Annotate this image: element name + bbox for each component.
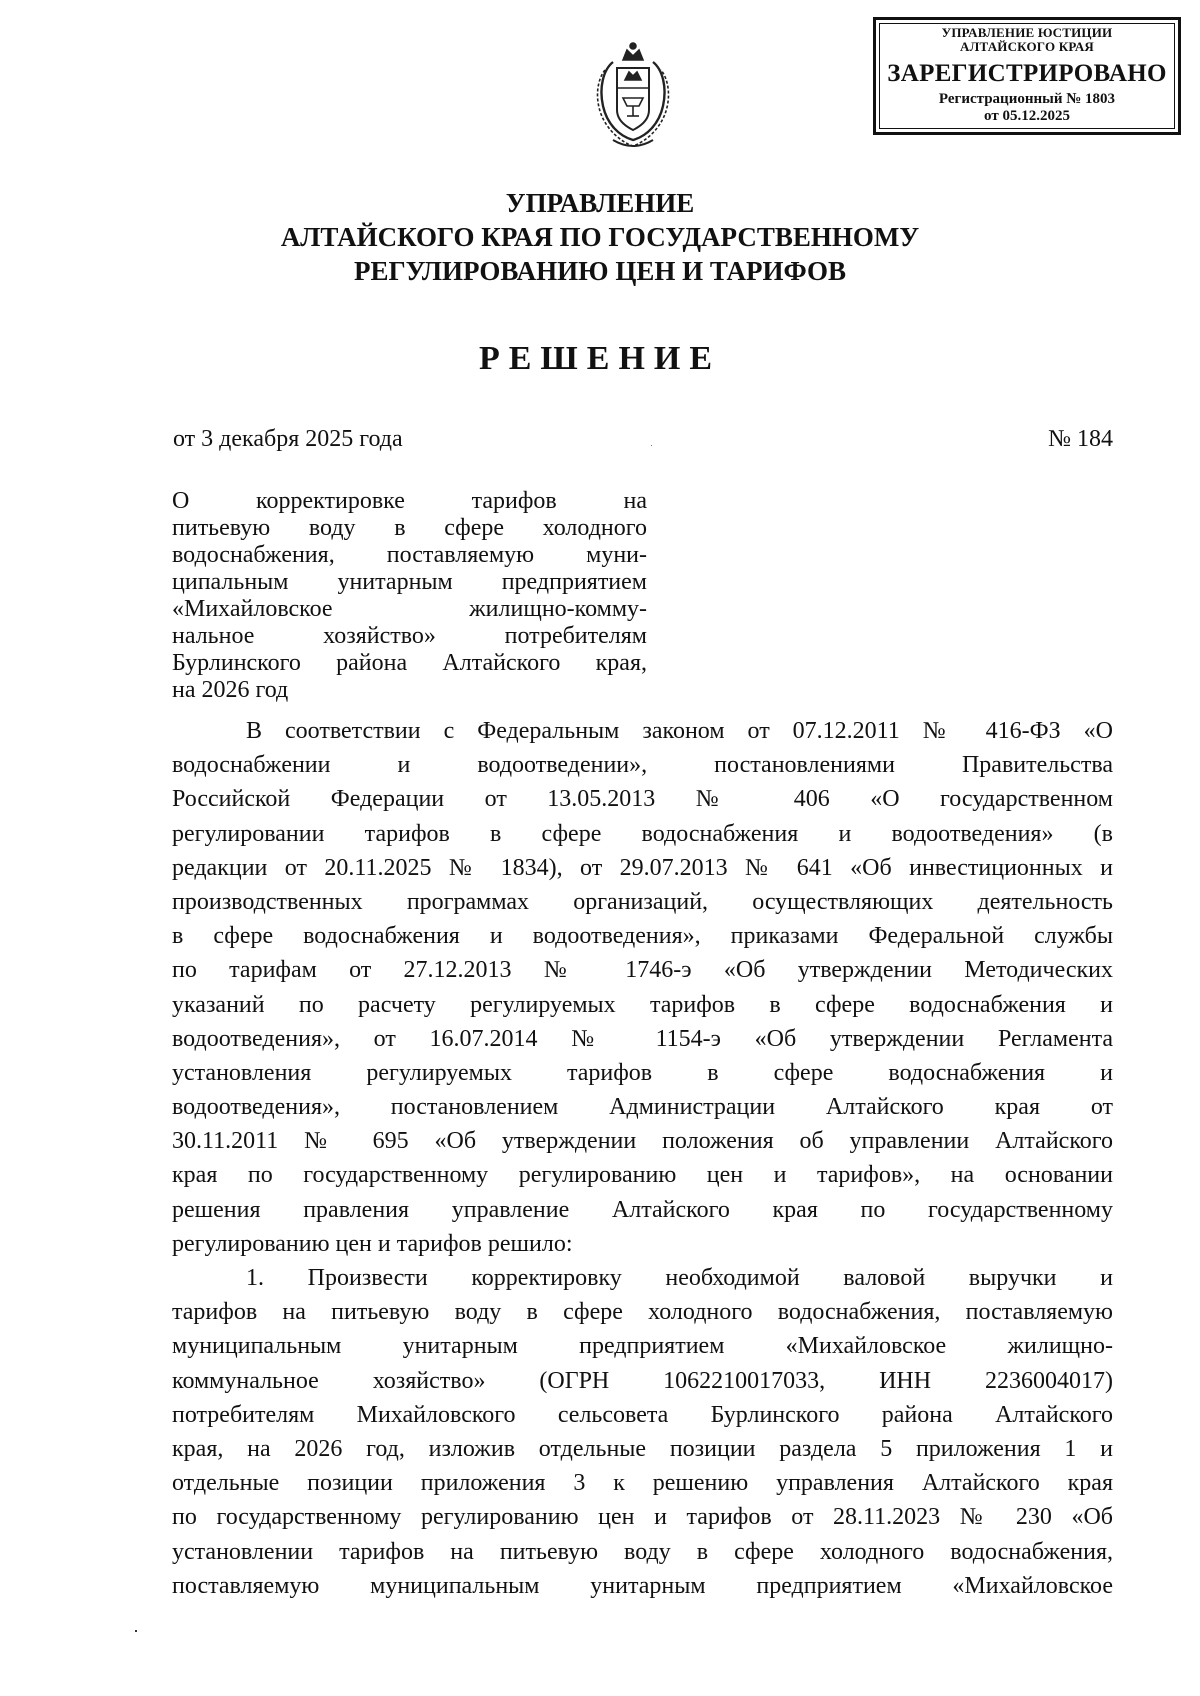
subject-line: «Михайловское жилищно-комму-	[172, 596, 647, 622]
body-line: поставляемую муниципальным унитарным предприятием «Михайловское	[172, 1572, 1113, 1599]
subject-line: водоснабжения, поставляемую муни-	[172, 542, 647, 568]
scan-speck	[651, 445, 652, 446]
body-line: тарифов на питьевую воду в сфере холодного водоснабжения, поставляемую	[172, 1299, 1113, 1326]
subject-line: питьевую воду в сфере холодного	[172, 515, 647, 541]
subject-line: Бурлинского района Алтайского края,	[172, 650, 647, 676]
body-line: Российской Федерации от 13.05.2013 № 406 «О государственном	[172, 786, 1113, 813]
body-line: В соответствии с Федеральным законом от 07.12.2011 № 416-ФЗ «О	[246, 718, 1113, 744]
document-type-title: РЕШЕНИЕ	[478, 340, 722, 377]
body-line: 1. Произвести корректировку необходимой валовой выручки и	[246, 1265, 1113, 1291]
coat-of-arms-emblem	[583, 40, 683, 152]
body-line: коммунальное хозяйство» (ОГРН 1062210017033, ИНН 2236004017)	[172, 1367, 1113, 1394]
body-line: установления регулируемых тарифов в сфере водоснабжения и	[172, 1059, 1113, 1086]
stamp-inner-border	[879, 23, 1175, 129]
document-number: № 184	[1048, 426, 1113, 452]
body-line: водоотведения», от 16.07.2014 № 1154-э «Об утверждении Регламента	[172, 1025, 1113, 1052]
body-line: отдельные позиции приложения 3 к решению управления Алтайского края	[172, 1470, 1113, 1497]
subject-line: нальное хозяйство» потребителям	[172, 623, 647, 649]
stamp-org-line2: АЛТАЙСКОГО КРАЯ	[960, 39, 1094, 55]
body-line: редакции от 20.11.2025 № 1834), от 29.07.2013 № 641 «Об инвестиционных и	[172, 854, 1113, 881]
body-line: края по государственному регулированию цен и тарифов», на основании	[172, 1162, 1113, 1189]
subject-line: О корректировке тарифов на	[172, 488, 647, 514]
document-body	[172, 714, 1113, 1603]
subject-line: ципальным унитарным предприятием	[172, 569, 647, 595]
body-line: потребителям Михайловского сельсовета Бурлинского района Алтайского	[172, 1401, 1113, 1428]
registration-stamp	[873, 17, 1181, 135]
body-line: 30.11.2011 № 695 «Об утверждении положения об управлении Алтайского	[172, 1128, 1113, 1155]
body-line: водоснабжении и водоотведении», постановлениями Правительства	[172, 752, 1113, 779]
body-line: регулировании тарифов в сфере водоснабжения и водоотведения» (в	[172, 820, 1113, 847]
authority-line-1: УПРАВЛЕНИЕ	[505, 188, 695, 218]
authority-line-2: АЛТАЙСКОГО КРАЯ ПО ГОСУДАРСТВЕННОМУ	[280, 222, 920, 252]
body-line: установлении тарифов на питьевую воду в сфере холодного водоснабжения,	[172, 1538, 1113, 1565]
body-line: производственных программах организаций, осуществляющих деятельность	[172, 888, 1113, 915]
body-line: по государственному регулированию цен и тарифов от 28.11.2023 № 230 «Об	[172, 1504, 1113, 1531]
scan-speck	[135, 1630, 137, 1632]
stamp-org-line1: УПРАВЛЕНИЕ ЮСТИЦИИ	[941, 25, 1113, 40]
body-line: регулированию цен и тарифов решило:	[172, 1230, 573, 1257]
stamp-reg-number: Регистрационный № 1803	[938, 91, 1116, 108]
body-line: по тарифам от 27.12.2013 № 1746-э «Об утверждении Методических	[172, 957, 1113, 984]
body-line: муниципальным унитарным предприятием «Михайловское жилищно-	[172, 1333, 1113, 1360]
body-line: указаний по расчету регулируемых тарифов в сфере водоснабжения и	[172, 991, 1113, 1018]
body-line: водоотведения», постановлением Администрации Алтайского края от	[172, 1094, 1113, 1121]
body-line: в сфере водоснабжения и водоотведения», приказами Федеральной службы	[172, 923, 1113, 950]
issuing-authority	[0, 186, 1200, 288]
authority-line-3: РЕГУЛИРОВАНИЮ ЦЕН И ТАРИФОВ	[353, 256, 847, 286]
body-line: края, на 2026 год, изложив отдельные позиции раздела 5 приложения 1 и	[172, 1435, 1113, 1462]
stamp-status: ЗАРЕГИСТРИРОВАНО	[887, 59, 1167, 87]
document-date: от 3 декабря 2025 года	[173, 426, 403, 452]
stamp-reg-date: от 05.12.2025	[984, 107, 1070, 124]
document-subject	[172, 488, 647, 704]
body-line: решения правления управление Алтайского края по государственному	[172, 1196, 1113, 1223]
subject-line: на 2026 год	[172, 677, 289, 703]
